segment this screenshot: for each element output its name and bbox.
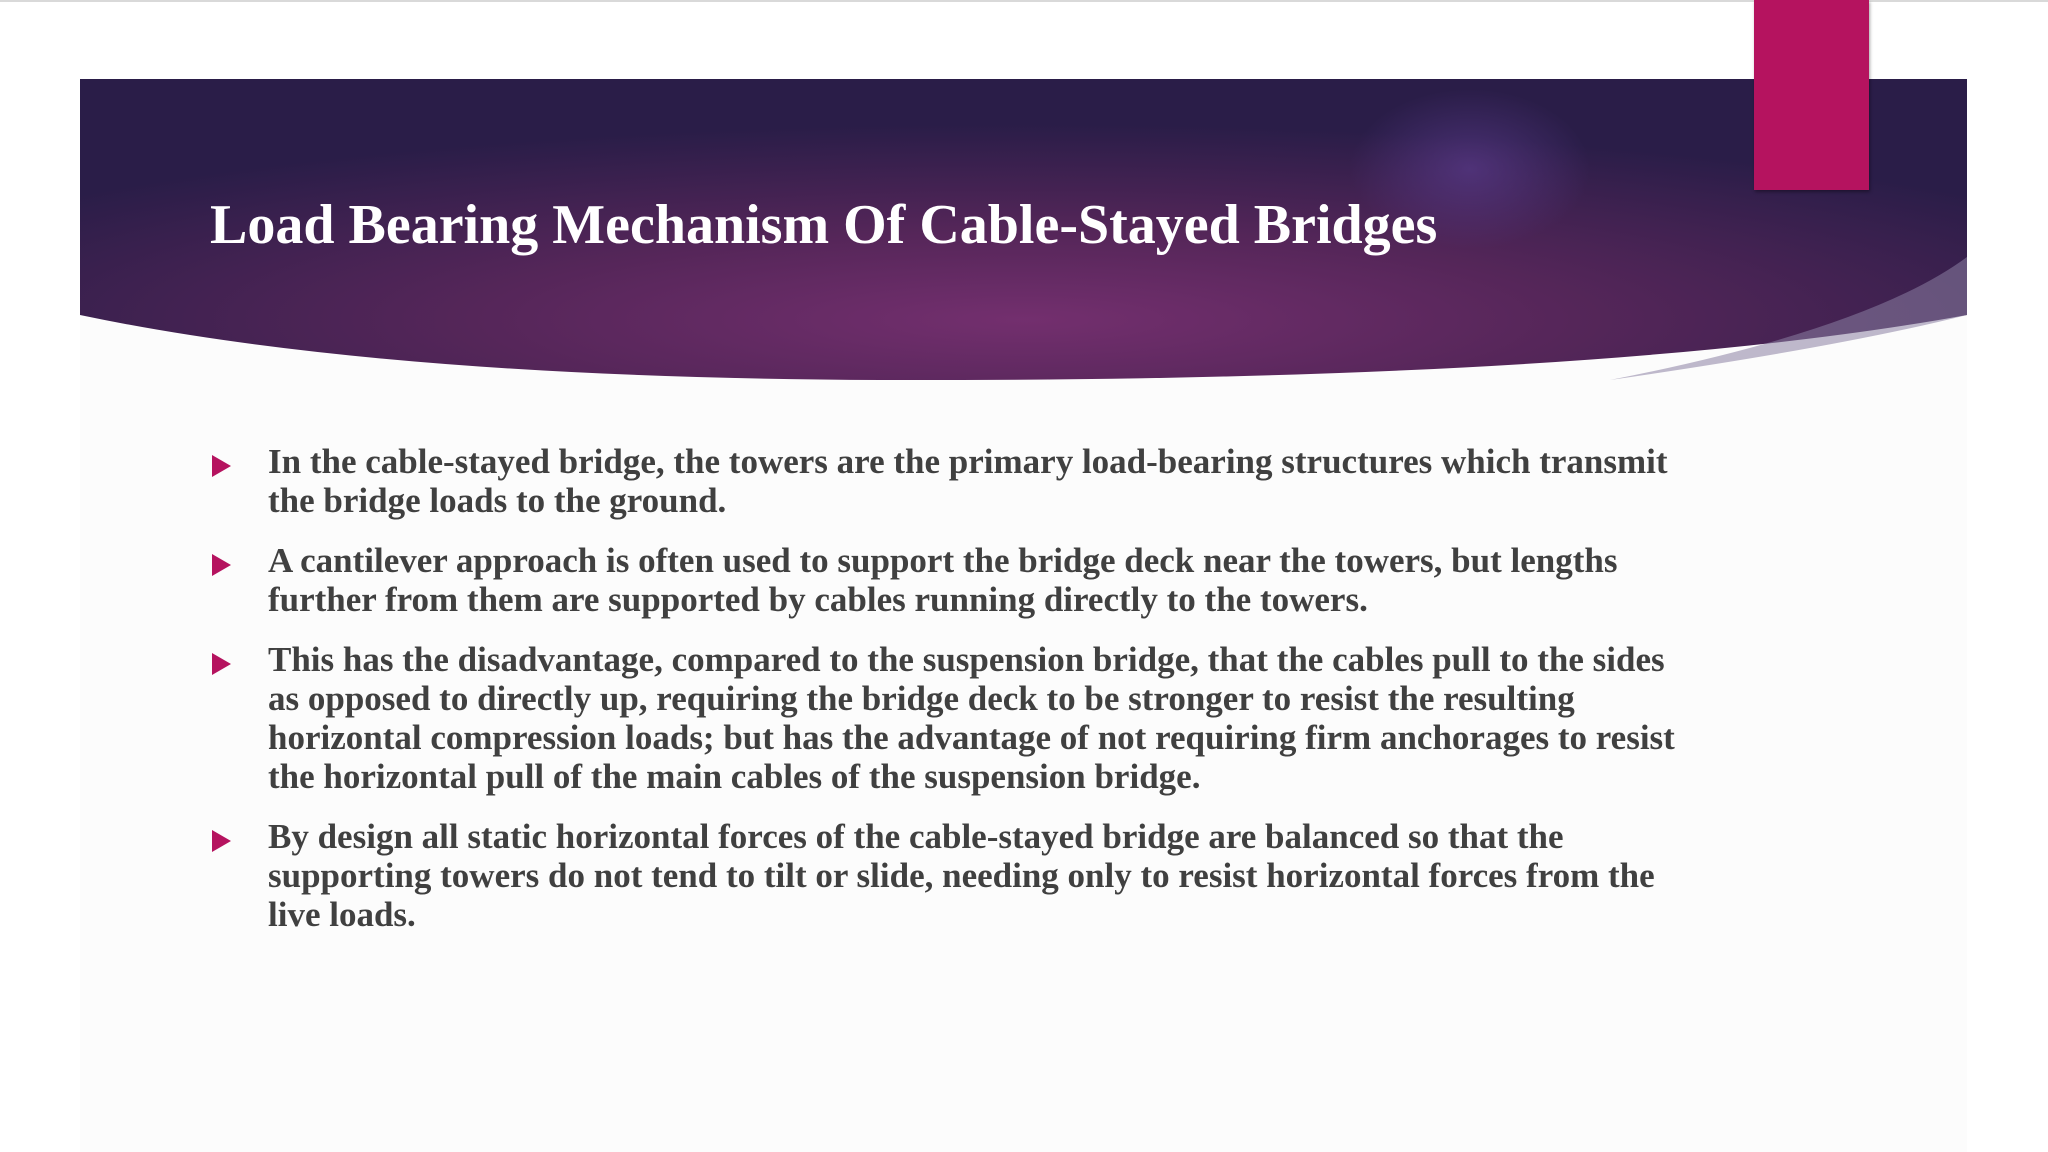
bullet-item xyxy=(210,817,1690,934)
triangle-right-icon xyxy=(212,554,231,576)
bullet-text: In the cable-stayed bridge, the towers are the primary load-bearing structures which transmit the bridge loads to the ground. xyxy=(268,442,1668,520)
bullet-text: A cantilever approach is often used to support the bridge deck near the towers, but lengths further from them are supported by cables running directly to the towers. xyxy=(268,541,1618,619)
bullet-text: By design all static horizontal forces of the cable-stayed bridge are balanced so that the supporting towers do not tend to tilt or slide, needing only to resist horizontal forces from the live loads. xyxy=(268,817,1655,934)
bullet-item xyxy=(210,442,1690,520)
triangle-right-icon xyxy=(212,455,231,477)
bullet-text: This has the disadvantage, compared to the suspension bridge, that the cables pull to the sides as opposed to directly up, requiring the bridge deck to be stronger to resist the resulting horizontal compression loads; but has the advantage of not requiring firm anchorages to resist the horizontal pull of the main cables of the suspension bridge. xyxy=(268,640,1675,796)
accent-tab xyxy=(1754,0,1869,190)
bullet-item xyxy=(210,541,1690,619)
top-divider xyxy=(0,0,2048,2)
bullet-item xyxy=(210,640,1690,796)
slide-title: Load Bearing Mechanism Of Cable-Stayed Bridges xyxy=(210,194,1438,256)
triangle-right-icon xyxy=(212,830,231,852)
triangle-right-icon xyxy=(212,653,231,675)
bullet-list xyxy=(210,442,1690,955)
